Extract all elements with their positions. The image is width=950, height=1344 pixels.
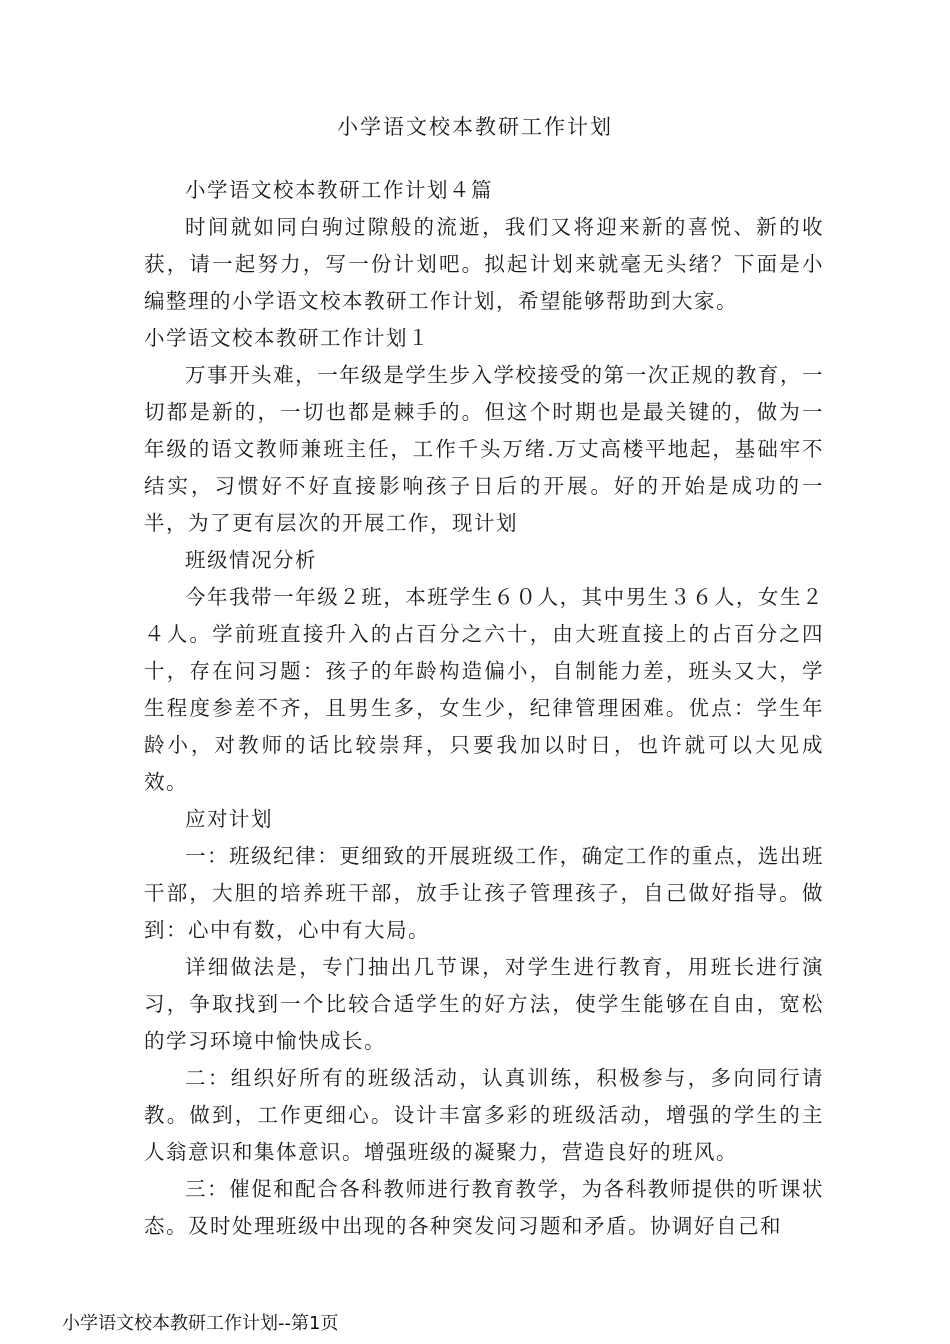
paragraph-point-3: 三：催促和配合各科教师进行教育教学，为各科教师提供的听课状态。及时处理班级中出现的各种突发问习题和矛盾。协调好自己和 bbox=[144, 1177, 824, 1238]
section-heading-class-analysis: 班级情况分析 bbox=[185, 548, 317, 572]
section-heading-countermeasures: 应对计划 bbox=[185, 807, 273, 831]
paragraph-class-analysis: 今年我带一年级２班，本班学生６０人，其中男生３６人，女生２４人。学前班直接升入的占百分之六十，由大班直接上的占百分之四十，存在问习题：孩子的年龄构造偏小，自制能力差，班头又大，学生程度参差不齐，且男生多，女生少，纪律管理困难。优点：学生年龄小，对教师的话比较崇拜，只要我加以时日，也许就可以大见成效。 bbox=[144, 585, 824, 794]
document-body bbox=[144, 172, 824, 1245]
page-footer: 小学语文校本教研工作计划--第1页 bbox=[62, 1313, 339, 1334]
paragraph-point-2: 二：组织好所有的班级活动，认真训练，积极参与，多向同行请教。做到，工作更细心。设计丰富多彩的班级活动，增强的学生的主人翁意识和集体意识。增强班级的凝聚力，营造良好的班风。 bbox=[144, 1066, 824, 1164]
paragraph-point-1: 一：班级纪律：更细致的开展班级工作，确定工作的重点，选出班干部，大胆的培养班干部，放手让孩子管理孩子，自己做好指导。做到：心中有数，心中有大局。 bbox=[144, 844, 824, 942]
paragraph-detail-method: 详细做法是，专门抽出几节课，对学生进行教育，用班长进行演习，争取找到一个比较合适学生的好方法，使学生能够在自由，宽松的学习环境中愉快成长。 bbox=[144, 955, 824, 1053]
paragraph-intro: 时间就如同白驹过隙般的流逝，我们又将迎来新的喜悦、新的收获，请一起努力，写一份计划吧。拟起计划来就毫无头绪？下面是小编整理的小学语文校本教研工作计划，希望能够帮助到大家。 bbox=[144, 215, 824, 313]
paragraph-subtitle: 小学语文校本教研工作计划４篇 bbox=[185, 178, 493, 202]
document-title: 小学语文校本教研工作计划 bbox=[337, 115, 613, 139]
paragraph-opening: 万事开头难，一年级是学生步入学校接受的第一次正规的教育，一切都是新的，一切也都是棘手的。但这个时期也是最关键的，做为一年级的语文教师兼班主任，工作千头万绪.万丈高楼平地起，基础牢不结实，习惯好不好直接影响孩子日后的开展。好的开始是成功的一半，为了更有层次的开展工作，现计划 bbox=[144, 363, 824, 535]
section-heading-plan-1: 小学语文校本教研工作计划１ bbox=[144, 326, 430, 350]
